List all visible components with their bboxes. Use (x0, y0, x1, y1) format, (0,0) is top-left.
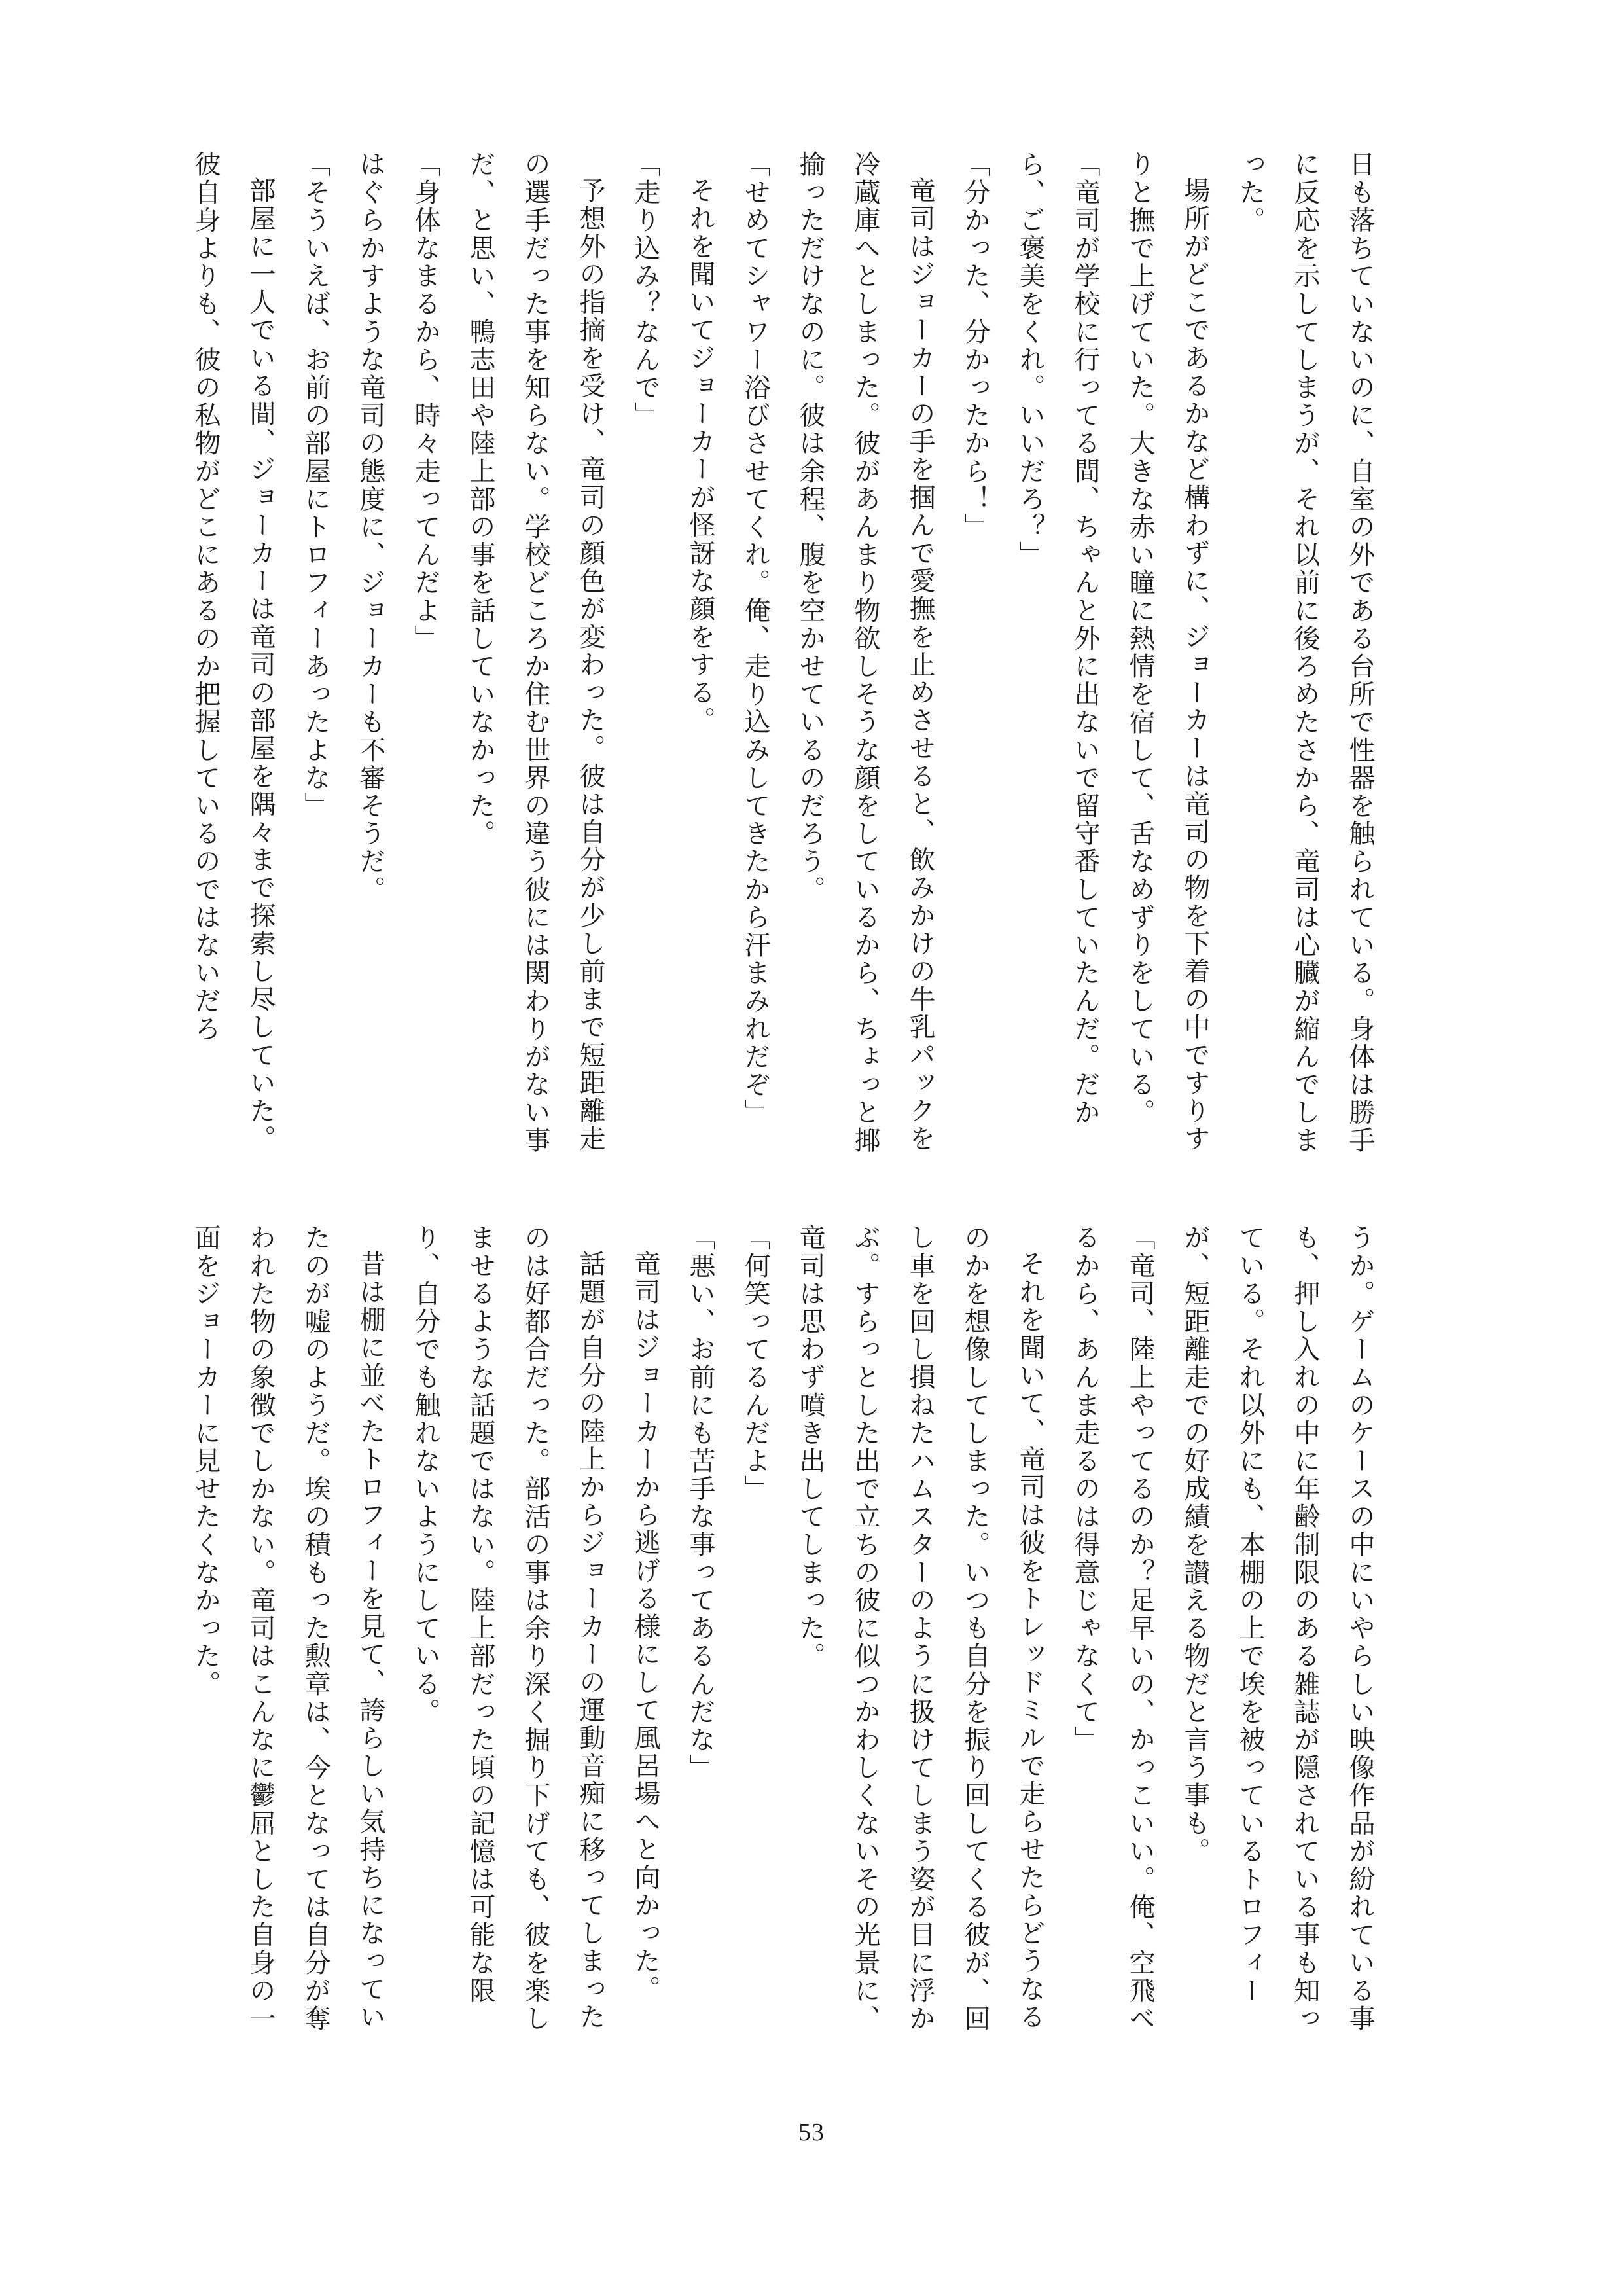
lower-text-block (190, 1224, 1387, 2042)
paragraph: はぐらかすような竜司の態度に、ジョーカーも不審そうだ。 (355, 151, 385, 904)
paragraph: 「何笑ってるんだよ」 (740, 1224, 770, 1503)
upper-text-block (157, 151, 1387, 1165)
paragraph: うか。ゲームのケースの中にいやらしい映像作品が紛れている事も、押し入れの中に年齢制限のある雑誌が隠されている事も知っている。それ以外にも、本棚の上で埃を被っているトロフィーが、短距離走での好成績を讃える物だと言う事も。 (1180, 1224, 1375, 2033)
paragraph: それを聞いて、竜司は彼をトレッドミルで走らせたらどうなるのかを想像してしまった。いつも自分を振り回してくる彼が、回し車を回し損ねたハムスターのように扱けてしまう姿が目に浮かぶ。すらっとした出で立ちの彼に似つかわしくないその光景に、竜司は思わず噴き出してしまった。 (795, 1224, 1045, 2033)
paragraph: 部屋に一人でいる間、ジョーカーは竜司の部屋を隅々まで探索し尽していた。彼自身よりも、彼の私物がどこにあるのか把握しているのではないだろ (190, 151, 276, 1153)
paragraph: 話題が自分の陸上からジョーカーの運動音痴に移ってしまったのは好都合だった。部活の事は余り深く掘り下げても、彼を楽しませるような話題ではない。陸上部だった頃の記憶は可能な限り、自分でも触れないようにしている。 (410, 1224, 605, 2033)
paragraph: 予想外の指摘を受け、竜司の顔色が変わった。彼は自分が少し前まで短距離走の選手だった事を知らない。学校どころか住む世界の違う彼には関わりがない事だ、と思い、鴨志田や陸上部の事を話していなかった。 (465, 151, 605, 1155)
paragraph: 「竜司が学校に行ってる間、ちゃんと外に出ないで留守番していたんだ。だから、ご褒美をくれ。いいだろ？」 (1015, 151, 1100, 1126)
paragraph: 「せめてシャワー浴びさせてくれ。俺、走り込みしてきたから汗まみれだぞ」 (740, 151, 770, 1126)
paragraph: 「走り込み？なんで」 (630, 151, 660, 429)
paragraph: それを聞いてジョーカーが怪訝な顔をする。 (685, 177, 715, 734)
paragraph: 「身体なまるから、時々走ってんだよ」 (410, 151, 440, 653)
paragraph: 「竜司、陸上やってるのか？足早いの、かっこいい。俺、空飛べるから、あんま走るのは得意じゃなくて」 (1070, 1224, 1155, 2033)
page-number: 53 (798, 2119, 825, 2146)
paragraph: 「そういえば、お前の部屋にトロフィーあったよな」 (300, 151, 330, 820)
paragraph: 「悪い、お前にも苦手な事ってあるんだな」 (685, 1224, 715, 1782)
paragraph: 日も落ちていないのに、自室の外である台所で性器を触られている。身体は勝手に反応を示してしまうが、それ以前に後ろめたさから、竜司は心臓が縮んでしまった。 (1235, 151, 1375, 1155)
paragraph: 竜司はジョーカーの手を掴んで愛撫を止めさせると、飲みかけの牛乳パックを冷蔵庫へとしまった。彼があんまり物欲しそうな顔をしているから、ちょっと揶揄っただけなのに。彼は余程、腹を空かせているのだろう。 (795, 151, 935, 1155)
paragraph: 「分かった、分かったから！」 (960, 151, 990, 541)
paragraph: 昔は棚に並べたトロフィーを見て、誇らしい気持ちになっていたのが嘘のようだ。埃の積もった勲章は、今となっては自分が奪われた物の象徴でしかない。竜司はこんなに鬱屈とした自身の一面をジョーカーに見せたくなかった。 (190, 1224, 385, 2033)
paragraph: 場所がどこであるかなど構わずに、ジョーカーは竜司の物を下着の中ですりすりと撫で上げていた。大きな赤い瞳に熱情を宿して、舌なめずりをしている。 (1125, 151, 1210, 1153)
paragraph: 竜司はジョーカーから逃げる様にして風呂場へと向かった。 (630, 1250, 660, 2003)
